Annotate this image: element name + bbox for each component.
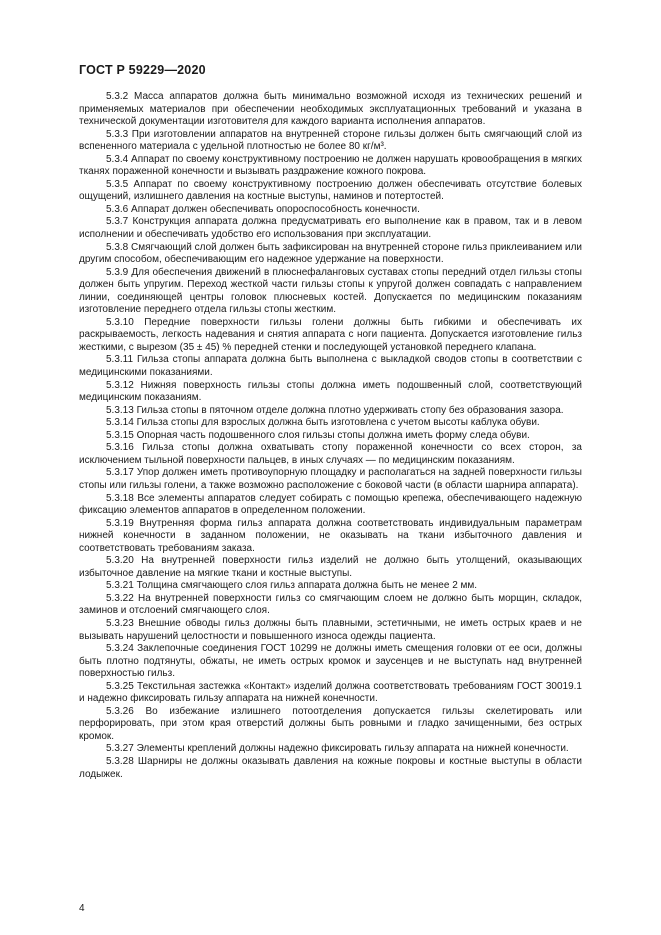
- page-number: 4: [79, 903, 85, 914]
- clause-paragraph: 5.3.23 Внешние обводы гильз должны быть плавными, эстетичными, не иметь острых краев и не вызывать нарушений целостности и повышенного износа одежды пациента.: [79, 617, 582, 642]
- clause-paragraph: 5.3.2 Масса аппаратов должна быть минимально возможной исходя из технических решений и применяемых материалов при обеспечении необходимых эксплуатационных требований и указана в технической документации изготовителя для каждого варианта исполнения аппаратов.: [79, 91, 582, 128]
- clause-paragraph: 5.3.17 Упор должен иметь противоупорную площадку и располагаться на задней поверхности гильзы стопы или гильзы голени, а также возможно расположение с боковой части (в области шарнира аппарата).: [79, 467, 582, 491]
- clause-paragraph: 5.3.25 Текстильная застежка «Контакт» изделий должна соответствовать требованиям ГОСТ 30019.1 и надежно фиксировать гильзу аппарата на нижней конечности.: [79, 680, 582, 705]
- clause-paragraph: 5.3.13 Гильза стопы в пяточном отделе должна плотно удерживать стопу без образования зазора.: [106, 404, 564, 416]
- clause-paragraph: 5.3.15 Опорная часть подошвенного слоя гильзы стопы должна иметь форму следа обуви.: [106, 429, 530, 441]
- clause-paragraph: 5.3.3 При изготовлении аппаратов на внутренней стороне гильзы должен быть смягчающий слой из вспененного материала с удельной плотностью не более 80 кг/м³.: [79, 128, 582, 153]
- clause-paragraph: 5.3.20 На внутренней поверхности гильз изделий не должно быть утолщений, оказывающих избыточное давление на мягкие ткани и костные выступы.: [79, 555, 582, 579]
- clause-paragraph: 5.3.7 Конструкция аппарата должна предусматривать его выполнение как в правом, так и в левом исполнении и обеспечивать удобство его использования при эксплуатации.: [79, 216, 582, 241]
- clause-paragraph: 5.3.6 Аппарат должен обеспечивать опороспособность конечности.: [106, 203, 420, 215]
- document-body: [79, 91, 582, 781]
- clause-paragraph: 5.3.8 Смягчающий слой должен быть зафиксирован на внутренней стороне гильз приклеиванием или другим способом, обеспечивающим его надежное удержание на поверхности.: [79, 241, 582, 266]
- clause-paragraph: 5.3.10 Передние поверхности гильзы голени должны быть гибкими и обеспечивать их раскрываемость, легкость надевания и снятия аппарата с ноги пациента. Допускается изготовление гильз жесткими, с вырезом (35 ± 45) % передней стенки и последующей установкой переднего клапана.: [79, 316, 582, 353]
- clause-paragraph: 5.3.19 Внутренняя форма гильз аппарата должна соответствовать индивидуальным параметрам нижней конечности в заданном положении, не оказывать на ткани избыточного давления и соответствовать требованиям заказа.: [79, 517, 582, 554]
- clause-paragraph: 5.3.28 Шарниры не должны оказывать давления на кожные покровы и костные выступы в области лодыжек.: [79, 755, 582, 780]
- clause-paragraph: 5.3.5 Аппарат по своему конструктивному построению должен обеспечивать отсутствие болевых ощущений, излишнего давления на костные выступы, наминов и потертостей.: [79, 178, 582, 203]
- document-header: ГОСТ Р 59229—2020: [79, 63, 206, 77]
- clause-paragraph: 5.3.21 Толщина смягчающего слоя гильз аппарата должна быть не менее 2 мм.: [106, 580, 478, 592]
- clause-paragraph: 5.3.24 Заклепочные соединения ГОСТ 10299 не должны иметь смещения головки от ее оси, должны быть плотно подтянуты, обжаты, не иметь острых кромок и заусенцев и не выступать над внутренней поверхностью гильз.: [79, 643, 582, 680]
- clause-paragraph: 5.3.12 Нижняя поверхность гильзы стопы должна иметь подошвенный слой, соответствующий медицинским показаниям.: [79, 379, 582, 404]
- clause-paragraph: 5.3.16 Гильза стопы должна охватывать стопу пораженной конечности со всех сторон, за исключением тыльной поверхности пальцев, в иных случаях — по медицинским показаниям.: [79, 442, 582, 466]
- clause-paragraph: 5.3.11 Гильза стопы аппарата должна быть выполнена с выкладкой сводов стопы в соответствии с медицинскими показаниями.: [79, 354, 582, 379]
- clause-paragraph: 5.3.22 На внутренней поверхности гильз со смягчающим слоем не должно быть морщин, складок, заминов и отслоений смягчающего слоя.: [79, 592, 582, 617]
- clause-paragraph: 5.3.27 Элементы креплений должны надежно фиксировать гильзу аппарата на нижней конечности.: [106, 743, 569, 755]
- clause-paragraph: 5.3.14 Гильза стопы для взрослых должна быть изготовлена с учетом высоты каблука обуви.: [106, 417, 540, 429]
- clause-paragraph: 5.3.26 Во избежание излишнего потоотделения допускается гильзы скелетировать или перфорировать, при этом края отверстий должны быть ровными и гладко зачищенными, без острых кромок.: [79, 705, 582, 742]
- clause-paragraph: 5.3.4 Аппарат по своему конструктивному построению не должен нарушать кровообращения в мягких тканях пораженной конечности и вызывать раздражение кожного покрова.: [79, 153, 582, 178]
- clause-paragraph: 5.3.9 Для обеспечения движений в плюснефаланговых суставах стопы передний отдел гильзы стопы должен быть упругим. Переход жесткой части гильзы стопы к упругой должен совпадать с направлением линии, соединяющей центры головок плюсневых костей. Допускается по медицинским показаниям изготовление переднего отдела гильзы стопы жестким.: [79, 266, 582, 316]
- clause-paragraph: 5.3.18 Все элементы аппаратов следует собирать с помощью крепежа, обеспечивающего надежную фиксацию элементов аппаратов в определенном положении.: [79, 492, 582, 517]
